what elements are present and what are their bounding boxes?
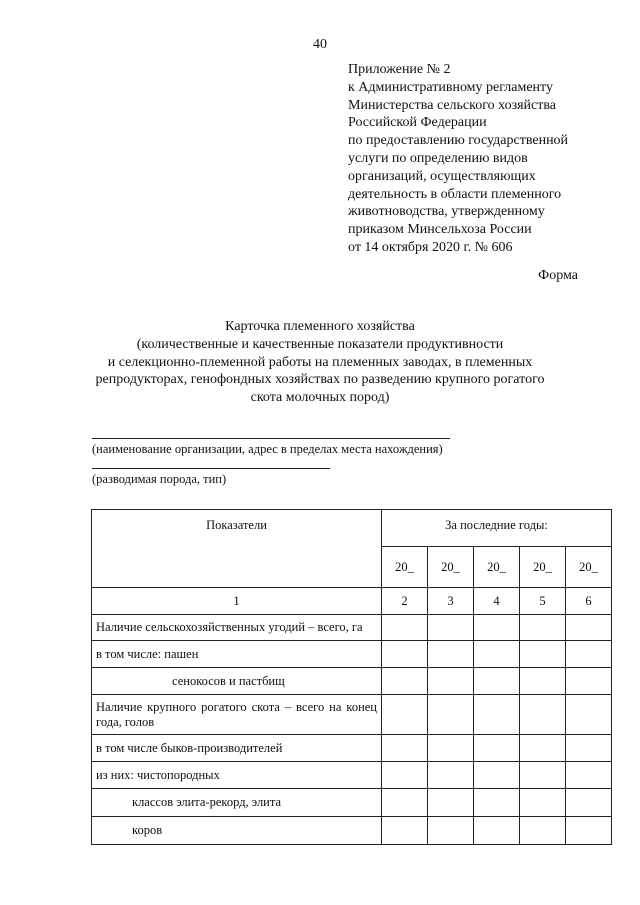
appendix-line: деятельность в области племенного: [348, 186, 562, 202]
appendix-line: к Административному регламенту: [348, 79, 553, 95]
value-cell[interactable]: [428, 735, 474, 762]
value-cell[interactable]: [382, 762, 428, 789]
value-cell[interactable]: [474, 762, 520, 789]
table-row: [92, 615, 612, 641]
appendix-line: от 14 октября 2020 г. № 606: [348, 239, 513, 255]
row-label: из них: чистопородных: [92, 762, 382, 789]
title-line: скота молочных пород): [250, 390, 390, 406]
value-cell[interactable]: [566, 641, 612, 668]
value-cell[interactable]: [566, 615, 612, 641]
table-row: [92, 668, 612, 695]
column-number: 2: [382, 588, 428, 615]
value-cell[interactable]: [520, 735, 566, 762]
year-cell[interactable]: 20_: [520, 547, 566, 588]
year-cell[interactable]: 20_: [382, 547, 428, 588]
value-cell[interactable]: [474, 817, 520, 845]
document-title: [60, 318, 580, 407]
value-cell[interactable]: [520, 695, 566, 735]
appendix-line: Приложение № 2: [348, 62, 451, 77]
value-cell[interactable]: [428, 668, 474, 695]
value-cell[interactable]: [474, 735, 520, 762]
title-line: и селекционно-племенной работы на племенных заводах, в племенных: [107, 354, 533, 370]
value-cell[interactable]: [382, 735, 428, 762]
value-cell[interactable]: [382, 817, 428, 845]
column-number: 3: [428, 588, 474, 615]
title-line: (количественные и качественные показатели продуктивности: [136, 336, 504, 352]
organization-fill-line[interactable]: [92, 438, 450, 439]
appendix-line: Российской Федерации: [348, 115, 487, 131]
breed-field[interactable]: [92, 468, 330, 487]
breed-caption: (разводимая порода, тип): [92, 472, 227, 486]
value-cell[interactable]: [382, 668, 428, 695]
value-cell[interactable]: [520, 615, 566, 641]
value-cell[interactable]: [474, 789, 520, 817]
appendix-header: [348, 61, 628, 257]
value-cell[interactable]: [566, 789, 612, 817]
year-cell[interactable]: 20_: [566, 547, 612, 588]
value-cell[interactable]: [474, 695, 520, 735]
table-row: [92, 641, 612, 668]
row-label: сенокосов и пастбищ: [92, 668, 382, 695]
breed-fill-line[interactable]: [92, 468, 330, 469]
row-label: коров: [92, 817, 382, 845]
value-cell[interactable]: [428, 641, 474, 668]
value-cell[interactable]: [566, 695, 612, 735]
form-label: Форма: [538, 268, 578, 283]
value-cell[interactable]: [382, 695, 428, 735]
indicators-table: [91, 509, 612, 845]
column-number: 1: [92, 588, 382, 615]
appendix-line: услуги по определению видов: [348, 150, 528, 166]
organization-field[interactable]: [92, 438, 450, 457]
value-cell[interactable]: [382, 789, 428, 817]
row-label: Наличие крупного рогатого скота – всего на конец года, голов: [92, 695, 382, 735]
column-number: 4: [474, 588, 520, 615]
indicators-header: Показатели: [92, 510, 382, 588]
appendix-line: организаций, осуществляющих: [348, 168, 536, 184]
row-label: в том числе: пашен: [92, 641, 382, 668]
column-number: 5: [520, 588, 566, 615]
value-cell[interactable]: [428, 695, 474, 735]
appendix-line: приказом Минсельхоза России: [348, 222, 532, 238]
value-cell[interactable]: [566, 817, 612, 845]
value-cell[interactable]: [520, 668, 566, 695]
value-cell[interactable]: [428, 789, 474, 817]
value-cell[interactable]: [520, 789, 566, 817]
value-cell[interactable]: [566, 668, 612, 695]
value-cell[interactable]: [566, 735, 612, 762]
appendix-line: по предоставлению государственной: [348, 133, 569, 149]
table-row: [92, 735, 612, 762]
value-cell[interactable]: [520, 641, 566, 668]
table-row: [92, 789, 612, 817]
row-label: в том числе быков-производителей: [92, 735, 382, 762]
value-cell[interactable]: [474, 641, 520, 668]
table-row: [92, 695, 612, 735]
value-cell[interactable]: [566, 762, 612, 789]
value-cell[interactable]: [382, 615, 428, 641]
value-cell[interactable]: [428, 762, 474, 789]
value-cell[interactable]: [520, 762, 566, 789]
year-cell[interactable]: 20_: [474, 547, 520, 588]
value-cell[interactable]: [428, 615, 474, 641]
title-line: Карточка племенного хозяйства: [225, 319, 415, 334]
appendix-line: животноводства, утвержденному: [348, 204, 545, 220]
page-number: 40: [313, 37, 327, 52]
organization-caption: (наименование организации, адрес в пределах места нахождения): [92, 442, 443, 456]
value-cell[interactable]: [428, 817, 474, 845]
title-line: репродукторах, генофондных хозяйствах по разведению крупного рогатого: [95, 372, 545, 388]
year-cell[interactable]: 20_: [428, 547, 474, 588]
value-cell[interactable]: [520, 817, 566, 845]
column-number: 6: [566, 588, 612, 615]
row-label: классов элита-рекорд, элита: [92, 789, 382, 817]
table-row: [92, 762, 612, 789]
years-header: За последние годы:: [382, 510, 612, 547]
value-cell[interactable]: [474, 668, 520, 695]
row-label: Наличие сельскохозяйственных угодий – всего, га: [92, 615, 382, 641]
value-cell[interactable]: [382, 641, 428, 668]
appendix-line: Министерства сельского хозяйства: [348, 97, 557, 113]
value-cell[interactable]: [474, 615, 520, 641]
table-row: [92, 817, 612, 845]
